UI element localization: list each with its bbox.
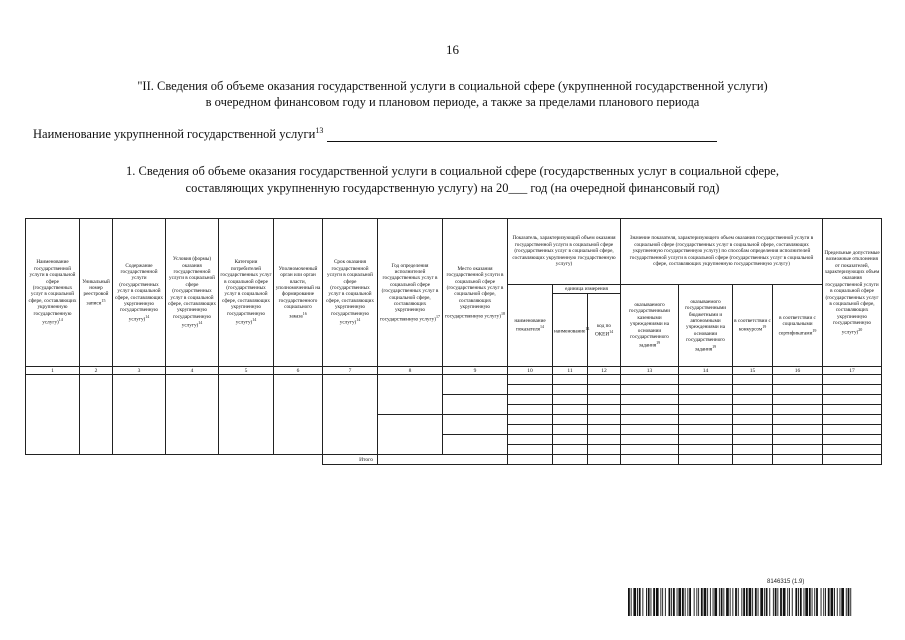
barcode-bar: [746, 588, 748, 616]
barcode-bar: [841, 588, 844, 616]
barcode-bar: [798, 588, 799, 616]
table-cell[interactable]: [823, 375, 882, 385]
table-cell[interactable]: [773, 435, 823, 445]
table-cell[interactable]: [679, 445, 733, 455]
table-cell[interactable]: [679, 425, 733, 435]
header-col-1: Наименование государственной услуги в социальной сфере (государственных услуг в социальной сфере, составляющих укрупненную государственную услугу)$^{14}$: [26, 219, 80, 367]
table-cell[interactable]: [773, 445, 823, 455]
column-number: 9: [443, 367, 508, 375]
table-cell[interactable]: [773, 375, 823, 385]
barcode-bar: [789, 588, 790, 616]
service-name-label: Наименование укрупненной государственной услуги$^{13}$: [33, 126, 324, 142]
column-number: 6: [274, 367, 323, 375]
header-col-13: оказываемого государственными казенными учреждениями на основании государственного задания$^{19}$: [621, 285, 679, 367]
table-cell[interactable]: [219, 375, 274, 455]
barcode-bar: [631, 588, 632, 616]
header-col-2: Уникальный номер реестровой записи$^{15}$: [80, 219, 113, 367]
table-cell[interactable]: [443, 395, 508, 415]
barcode-bar: [755, 588, 757, 616]
subsection-title-line-1: 1. Сведения об объеме оказания государственной услуги в социальной сфере (государственных услуг в социальной сфере,: [126, 164, 779, 178]
header-group-value: Значение показателя, характеризующего объем оказания государственной услуги в социальной сфере (государственных услуг в социальной сфере, составляющих укрупненную государственную услугу) по способам определения исполнителей государственной услуги в социальной сфере (государственных услуг в социальной сфере, составляющих укрупненную государственную услугу): [621, 219, 823, 285]
table-cell[interactable]: [679, 455, 733, 465]
barcode-bar: [639, 588, 641, 616]
section-title-line-2: в очередном финансовом году и плановом периоде, а также за пределами планового периода: [205, 95, 700, 109]
table-cell[interactable]: [508, 405, 553, 415]
table-cell[interactable]: [773, 455, 823, 465]
barcode-bar: [710, 588, 711, 616]
barcode-bar: [633, 588, 636, 616]
table-cell[interactable]: [621, 415, 679, 425]
barcode-bar: [804, 588, 805, 616]
column-number: 3: [113, 367, 166, 375]
barcode-bar: [723, 588, 724, 616]
table-cell[interactable]: [773, 385, 823, 395]
barcode-bar: [719, 588, 720, 616]
header-col-17: Предельные допустимые возможные отклонения от показателей, характеризующих объем оказания государственной услуги в социальной сфере (государственных услуг в социальной сфере, составляющих укрупненную государственную услугу)$^{20}$: [823, 219, 882, 367]
table-cell[interactable]: [508, 385, 553, 395]
table-cell[interactable]: [621, 405, 679, 415]
column-numbers-row: [26, 367, 882, 375]
barcode-bar: [837, 588, 838, 616]
barcode-bar: [648, 588, 650, 616]
header-col-15: в соответствии с конкурсом$^{19}$: [733, 285, 773, 367]
barcode-bar: [678, 588, 681, 616]
table-cell[interactable]: [823, 405, 882, 415]
table-cell[interactable]: [553, 415, 588, 425]
table-cell[interactable]: [823, 395, 882, 405]
barcode-bar: [850, 588, 851, 616]
barcode-bar: [780, 588, 782, 616]
column-number: 7: [323, 367, 378, 375]
barcode-bar: [696, 588, 697, 616]
header-group-indicator: Показатель, характеризующий объем оказания государственной услуги в социальной сфере (государственных услуг в социальной сфере, составляющих укрупненную государственную услугу): [508, 219, 621, 285]
table-cell[interactable]: [588, 445, 621, 455]
table-cell[interactable]: [823, 435, 882, 445]
table-cell[interactable]: [508, 455, 553, 465]
barcode-bar: [741, 588, 742, 616]
table-cell[interactable]: [621, 375, 679, 385]
table-cell[interactable]: [773, 425, 823, 435]
table-cell[interactable]: [443, 435, 508, 455]
barcode-bar: [825, 588, 826, 616]
barcode-bar: [831, 588, 834, 616]
barcode-bar: [707, 588, 708, 616]
table-cell[interactable]: [773, 395, 823, 405]
barcode-bar: [687, 588, 688, 616]
barcode-bar: [628, 588, 630, 616]
header-col-12: код по ОКЕИ$^{14}$: [588, 294, 621, 367]
barcode-bar: [769, 588, 770, 616]
barcode-bar: [685, 588, 686, 616]
barcode-bar: [713, 588, 714, 616]
table-cell[interactable]: [823, 445, 882, 455]
barcode-bar: [677, 588, 678, 616]
barcode-code: 8146315 (1.9): [767, 579, 805, 585]
header-col-14: оказываемого государственными бюджетными и автономными учреждениями на основании государственного задания$^{19}$: [679, 285, 733, 367]
barcode-bar: [732, 588, 733, 616]
barcode-bar: [660, 588, 661, 616]
header-col-4: Условия (формы) оказания государственной услуги в социальной сфере (государственных услуг в социальной сфере, составляющих укрупненную государственную услугу)$^{14}$: [166, 219, 219, 367]
table-cell[interactable]: [26, 375, 80, 455]
header-col-11: наименование$^{14}$: [553, 294, 588, 367]
barcode-bar: [673, 588, 675, 616]
table-cell[interactable]: [588, 455, 621, 465]
header-col-7: Срок оказания государственной услуги в социальной сфере (государственных услуг в социальной сфере, составляющих укрупненную государственную услугу)$^{14}$: [323, 219, 378, 367]
barcode-bar: [662, 588, 663, 616]
header-col-6: Уполномоченный орган или орган власти, уполномоченный на формирование государственного социального заказа$^{16}$: [274, 219, 323, 367]
barcode-bar: [773, 588, 774, 616]
barcode-bar: [671, 588, 672, 616]
barcode-bar: [701, 588, 703, 616]
table-cell[interactable]: [508, 415, 553, 425]
table-cell[interactable]: [773, 405, 823, 415]
barcode-bar: [721, 588, 723, 616]
table-cell[interactable]: [588, 395, 621, 405]
table-cell[interactable]: [323, 375, 378, 455]
table-cell[interactable]: [443, 375, 508, 395]
column-number: 15: [733, 367, 773, 375]
table-cell[interactable]: [508, 375, 553, 385]
table-cell[interactable]: [443, 415, 508, 435]
barcode-bar: [766, 588, 768, 616]
table-cell[interactable]: [588, 415, 621, 425]
column-number: 8: [378, 367, 443, 375]
table-cell[interactable]: [773, 415, 823, 425]
header-col-16: в соответствии с социальными сертификатами$^{19}$: [773, 285, 823, 367]
table-cell[interactable]: [733, 375, 773, 385]
table-cell[interactable]: [588, 375, 621, 385]
barcode-bar: [821, 588, 822, 616]
barcode-icon: [628, 588, 853, 616]
subsection-title: [40, 163, 865, 197]
table-cell[interactable]: [823, 385, 882, 395]
barcode-bar: [682, 588, 684, 616]
table-cell[interactable]: [679, 395, 733, 405]
table-cell[interactable]: [679, 405, 733, 415]
total-row: [26, 455, 882, 465]
barcode-bar: [656, 588, 659, 616]
table-cell[interactable]: [553, 455, 588, 465]
column-number: 11: [553, 367, 588, 375]
table-cell[interactable]: [733, 455, 773, 465]
barcode-bar: [669, 588, 671, 616]
header-unit-group: единица измерения: [553, 285, 621, 294]
barcode-bar: [800, 588, 802, 616]
service-name-row: [33, 126, 793, 142]
table-cell[interactable]: [553, 425, 588, 435]
section-title-line-1: "II. Сведения об объеме оказания государственной услуги в социальной сфере (укрупненной государственной услуги): [137, 79, 768, 93]
column-number: 5: [219, 367, 274, 375]
barcode-bar: [846, 588, 847, 616]
column-number: 17: [823, 367, 882, 375]
table-cell[interactable]: [553, 385, 588, 395]
barcode-bar: [735, 588, 737, 616]
barcode-bar: [816, 588, 818, 616]
table-cell[interactable]: [553, 395, 588, 405]
table-cell[interactable]: [80, 375, 113, 455]
column-number: 2: [80, 367, 113, 375]
column-number: 14: [679, 367, 733, 375]
barcode-bar: [758, 588, 759, 616]
barcode-bar: [646, 588, 647, 616]
table-cell[interactable]: [378, 455, 508, 465]
table-cell[interactable]: [588, 435, 621, 445]
barcode-bar: [812, 588, 813, 616]
table-cell[interactable]: [621, 395, 679, 405]
table-cell[interactable]: [378, 375, 443, 415]
barcode-bar: [783, 588, 786, 616]
table-cell[interactable]: [553, 375, 588, 385]
header-col-3: Содержание государственной услуги (государственных услуг в социальной сфере, составляющих укрупненную государственную услугу)$^{14}$: [113, 219, 166, 367]
table-cell[interactable]: [508, 395, 553, 405]
table-cell[interactable]: [733, 425, 773, 435]
header-col-10: наименование показателя$^{14}$: [508, 285, 553, 367]
barcode-bar: [704, 588, 707, 616]
table-row: [26, 375, 882, 385]
table-cell[interactable]: [679, 435, 733, 445]
barcode-bar: [653, 588, 655, 616]
barcode-bar: [752, 588, 753, 616]
table-cell[interactable]: [823, 415, 882, 425]
table-cell[interactable]: [733, 395, 773, 405]
barcode-bar: [760, 588, 763, 616]
table-cell[interactable]: [621, 425, 679, 435]
barcode-bar: [828, 588, 830, 616]
table-cell[interactable]: [679, 375, 733, 385]
barcode-bar: [726, 588, 729, 616]
header-col-5: Категории потребителей государственных услуг в социальной сфере (государственных услуг в социальной сфере, составляющих укрупненную государственную услугу)$^{14}$: [219, 219, 274, 367]
table-cell[interactable]: [553, 445, 588, 455]
table-cell[interactable]: [508, 425, 553, 435]
barcode-bar: [665, 588, 666, 616]
column-number: 10: [508, 367, 553, 375]
barcode-bar: [764, 588, 765, 616]
barcode-bar: [637, 588, 638, 616]
table-cell[interactable]: [621, 435, 679, 445]
barcode-bar: [777, 588, 778, 616]
table-cell[interactable]: [553, 405, 588, 415]
header-col-8: Год определения исполнителей государственных услуг в социальной сфере (государственных услуг в социальной сфере, составляющих укрупненную государственную услугу)$^{17}$: [378, 219, 443, 367]
table-cell[interactable]: [621, 445, 679, 455]
barcode-bar: [840, 588, 841, 616]
table-cell[interactable]: [378, 415, 443, 455]
table-cell[interactable]: [621, 455, 679, 465]
service-name-fill-line[interactable]: [327, 129, 717, 142]
barcode-bar: [848, 588, 850, 616]
subsection-title-line-2: составляющих укрупненную государственную услугу) на 20___ год (на очередной финансовый год): [185, 181, 720, 195]
table-cell[interactable]: [823, 455, 882, 465]
column-number: 12: [588, 367, 621, 375]
barcode-bar: [805, 588, 808, 616]
table-cell[interactable]: [733, 415, 773, 425]
barcode-bar: [642, 588, 643, 616]
barcode-bar: [714, 588, 717, 616]
table-cell[interactable]: [823, 425, 882, 435]
table-cell[interactable]: [553, 435, 588, 445]
barcode-bar: [823, 588, 824, 616]
barcode-bar: [698, 588, 699, 616]
table-cell[interactable]: [113, 375, 166, 455]
table-cell[interactable]: [588, 385, 621, 395]
section-title: [40, 78, 865, 110]
barcode-bar: [834, 588, 835, 616]
table-cell[interactable]: [588, 425, 621, 435]
table-cell[interactable]: [733, 385, 773, 395]
service-name-footnote: 13: [315, 126, 324, 135]
barcode-bar: [730, 588, 731, 616]
table-cell[interactable]: [274, 375, 323, 455]
table-cell[interactable]: [733, 435, 773, 445]
barcode-bar: [743, 588, 745, 616]
barcode-bar: [651, 588, 652, 616]
table-cell[interactable]: [733, 445, 773, 455]
header-col-9: Место оказания государственной услуги в социальной сфере (государственных услуг в социальной сфере, составляющих укрупненную государственную услугу)$^{18}$: [443, 219, 508, 367]
barcode-bar: [814, 588, 815, 616]
barcode-bar: [694, 588, 695, 616]
barcode-bar: [795, 588, 797, 616]
column-number: 16: [773, 367, 823, 375]
table-cell[interactable]: [733, 405, 773, 415]
table-cell[interactable]: [679, 385, 733, 395]
table-cell[interactable]: [621, 385, 679, 395]
barcode-bar: [749, 588, 752, 616]
table-cell[interactable]: [508, 445, 553, 455]
barcode-bar: [738, 588, 739, 616]
barcode-bar: [689, 588, 691, 616]
column-number: 13: [621, 367, 679, 375]
column-number: 1: [26, 367, 80, 375]
table-cell[interactable]: [588, 405, 621, 415]
barcode-bar: [809, 588, 811, 616]
table-cell[interactable]: [679, 415, 733, 425]
column-number: 4: [166, 367, 219, 375]
table-cell[interactable]: [166, 375, 219, 455]
volume-table: [25, 218, 882, 465]
page-number: 16: [446, 42, 459, 57]
total-label: Итого: [323, 455, 378, 465]
barcode-bar: [787, 588, 788, 616]
barcode-bar: [792, 588, 793, 616]
table-cell[interactable]: [508, 435, 553, 445]
barcode-bar: [775, 588, 777, 616]
